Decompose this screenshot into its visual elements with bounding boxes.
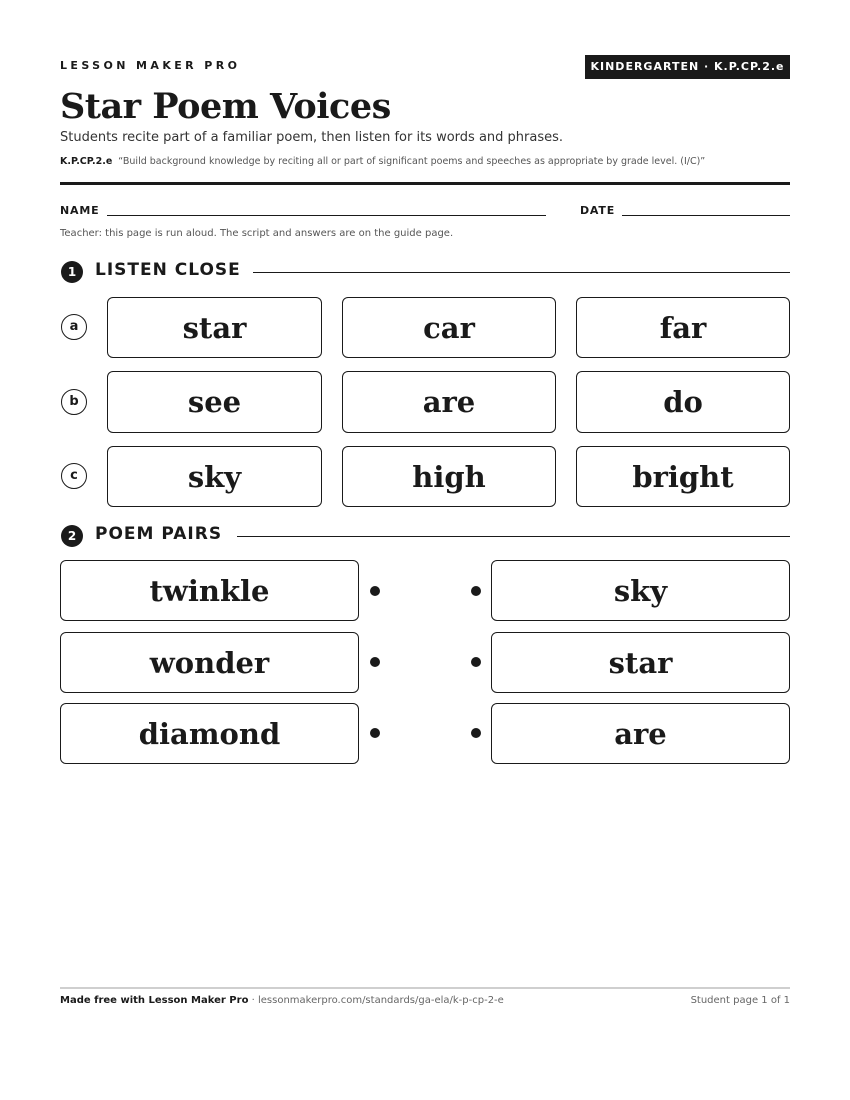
word-card[interactable]: see [107, 371, 322, 433]
left-match-dot[interactable] [370, 728, 380, 738]
name-label: NAME [60, 204, 100, 217]
standard-line [60, 156, 705, 167]
left-word-card[interactable]: diamond [60, 703, 359, 764]
grade-badge: KINDERGARTEN · K.P.CP.2.e [585, 55, 790, 79]
left-match-dot[interactable] [370, 586, 380, 596]
word-card[interactable]: sky [107, 446, 322, 507]
teacher-note: Teacher: this page is run aloud. The script and answers are on the guide page. [60, 228, 454, 239]
page-subtitle: Students recite part of a familiar poem, then listen for its words and phrases. [60, 130, 564, 145]
footer-divider [60, 987, 790, 989]
footer-url[interactable]: · lessonmakerpro.com/standards/ga-ela/k-p-cp-2-e [248, 995, 504, 1006]
word-card[interactable]: do [576, 371, 790, 433]
word-card[interactable]: far [576, 297, 790, 358]
date-label: DATE [580, 204, 616, 217]
header-divider [60, 182, 790, 185]
word-card[interactable]: are [342, 371, 556, 433]
right-word-card[interactable]: star [491, 632, 790, 693]
word-card[interactable]: high [342, 446, 556, 507]
row-letter-b: b [61, 389, 87, 415]
standard-text: “Build background knowledge by reciting all or part of significant poems and speeches as appropriate by grade level. (I/C)” [118, 156, 706, 167]
section1-rule [253, 272, 790, 273]
date-line[interactable] [622, 215, 790, 216]
footer-credit [60, 995, 504, 1006]
right-word-card[interactable]: sky [491, 560, 790, 621]
row-letter-c: c [61, 463, 87, 489]
name-line[interactable] [107, 215, 546, 216]
left-word-card[interactable]: twinkle [60, 560, 359, 621]
right-word-card[interactable]: are [491, 703, 790, 764]
right-match-dot[interactable] [471, 586, 481, 596]
right-match-dot[interactable] [471, 728, 481, 738]
footer-page-number: Student page 1 of 1 [690, 995, 790, 1006]
section2-title: POEM PAIRS [95, 524, 223, 544]
section2-number: 2 [61, 525, 83, 547]
section1-title: LISTEN CLOSE [95, 260, 241, 280]
word-card[interactable]: star [107, 297, 322, 358]
right-match-dot[interactable] [471, 657, 481, 667]
left-word-card[interactable]: wonder [60, 632, 359, 693]
standard-code: K.P.CP.2.e [60, 156, 113, 167]
page-title: Star Poem Voices [60, 86, 391, 127]
left-match-dot[interactable] [370, 657, 380, 667]
section1-number: 1 [61, 261, 83, 283]
word-card[interactable]: bright [576, 446, 790, 507]
footer-made-with: Made free with Lesson Maker Pro [60, 995, 249, 1006]
section2-rule [237, 536, 790, 537]
row-letter-a: a [61, 314, 87, 340]
word-card[interactable]: car [342, 297, 556, 358]
brand-name: LESSON MAKER PRO [60, 59, 241, 72]
